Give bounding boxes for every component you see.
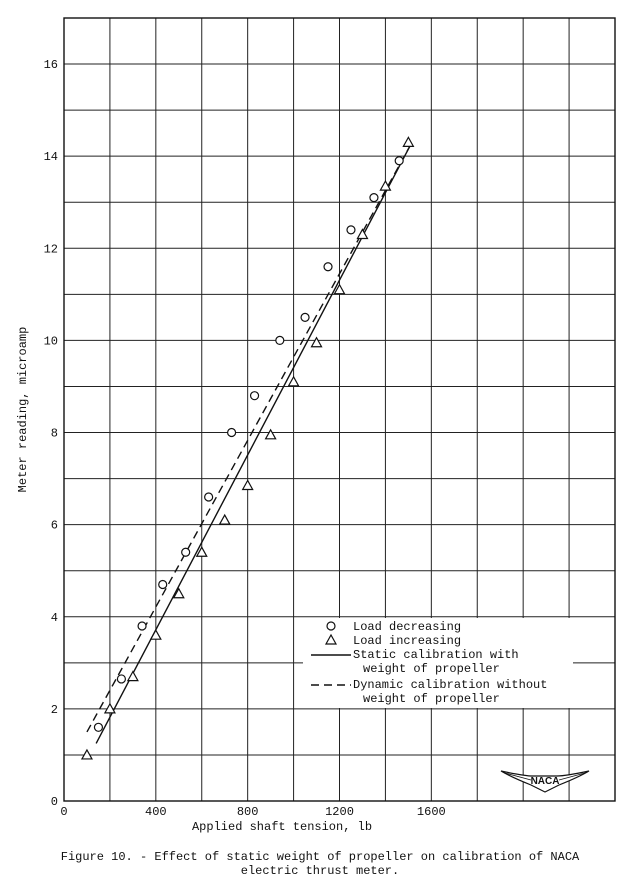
point-load-increasing	[243, 480, 253, 489]
point-load-decreasing	[94, 723, 102, 731]
point-load-decreasing	[301, 313, 309, 321]
point-load-decreasing	[205, 493, 213, 501]
x-tick-label: 400	[145, 805, 167, 819]
figure-caption-line-2: electric thrust meter.	[240, 864, 400, 878]
legend-label-static-line1: Static calibration with	[353, 648, 519, 662]
point-load-decreasing	[228, 429, 236, 437]
point-load-decreasing	[347, 226, 355, 234]
point-load-decreasing	[117, 675, 125, 683]
point-load-decreasing	[182, 548, 190, 556]
naca-logo	[501, 771, 589, 792]
point-load-decreasing	[138, 622, 146, 630]
y-tick-label: 0	[50, 795, 58, 809]
y-tick-label: 12	[43, 242, 58, 257]
legend-label-static-line2: weight of propeller	[363, 662, 500, 676]
legend-label-dynamic-line1: Dynamic calibration without	[353, 678, 548, 692]
point-load-increasing	[289, 377, 299, 386]
point-load-increasing	[220, 515, 230, 524]
x-tick-label: 800	[236, 805, 259, 819]
point-load-decreasing	[395, 157, 403, 165]
x-tick-label: 1200	[325, 805, 354, 819]
point-load-increasing	[128, 672, 138, 681]
point-load-decreasing	[276, 336, 284, 344]
legend-symbol-circle	[327, 622, 335, 630]
legend-label-load-decreasing: Load decreasing	[353, 620, 462, 634]
y-tick-label: 10	[43, 334, 58, 349]
point-load-decreasing	[370, 194, 378, 202]
point-load-increasing	[312, 338, 322, 347]
y-axis-title: Meter reading, microamp	[16, 326, 30, 493]
legend-label-dynamic-line2: weight of propeller	[363, 692, 500, 706]
naca-logo-text: NACA	[530, 776, 560, 787]
legend-label-load-increasing: Load increasing	[353, 634, 462, 648]
y-tick-label: 2	[50, 702, 58, 717]
legend	[303, 618, 573, 708]
y-tick-label: 6	[50, 518, 58, 533]
x-axis-title: Applied shaft tension, lb	[191, 820, 373, 834]
point-load-decreasing	[159, 581, 167, 589]
figure-caption-line-1: Figure 10. - Effect of static weight of propeller on calibration of NACA	[60, 850, 580, 864]
y-tick-label: 14	[43, 150, 58, 165]
point-load-decreasing	[251, 392, 259, 400]
point-load-increasing	[266, 430, 276, 439]
point-load-decreasing	[324, 263, 332, 271]
y-tick-label: 4	[50, 610, 58, 625]
y-tick-label: 16	[43, 58, 58, 73]
point-load-increasing	[403, 137, 413, 146]
point-load-increasing	[151, 630, 161, 639]
y-tick-label: 8	[50, 426, 58, 441]
x-tick-label: 1600	[416, 805, 446, 819]
x-tick-label: 0	[60, 805, 68, 819]
